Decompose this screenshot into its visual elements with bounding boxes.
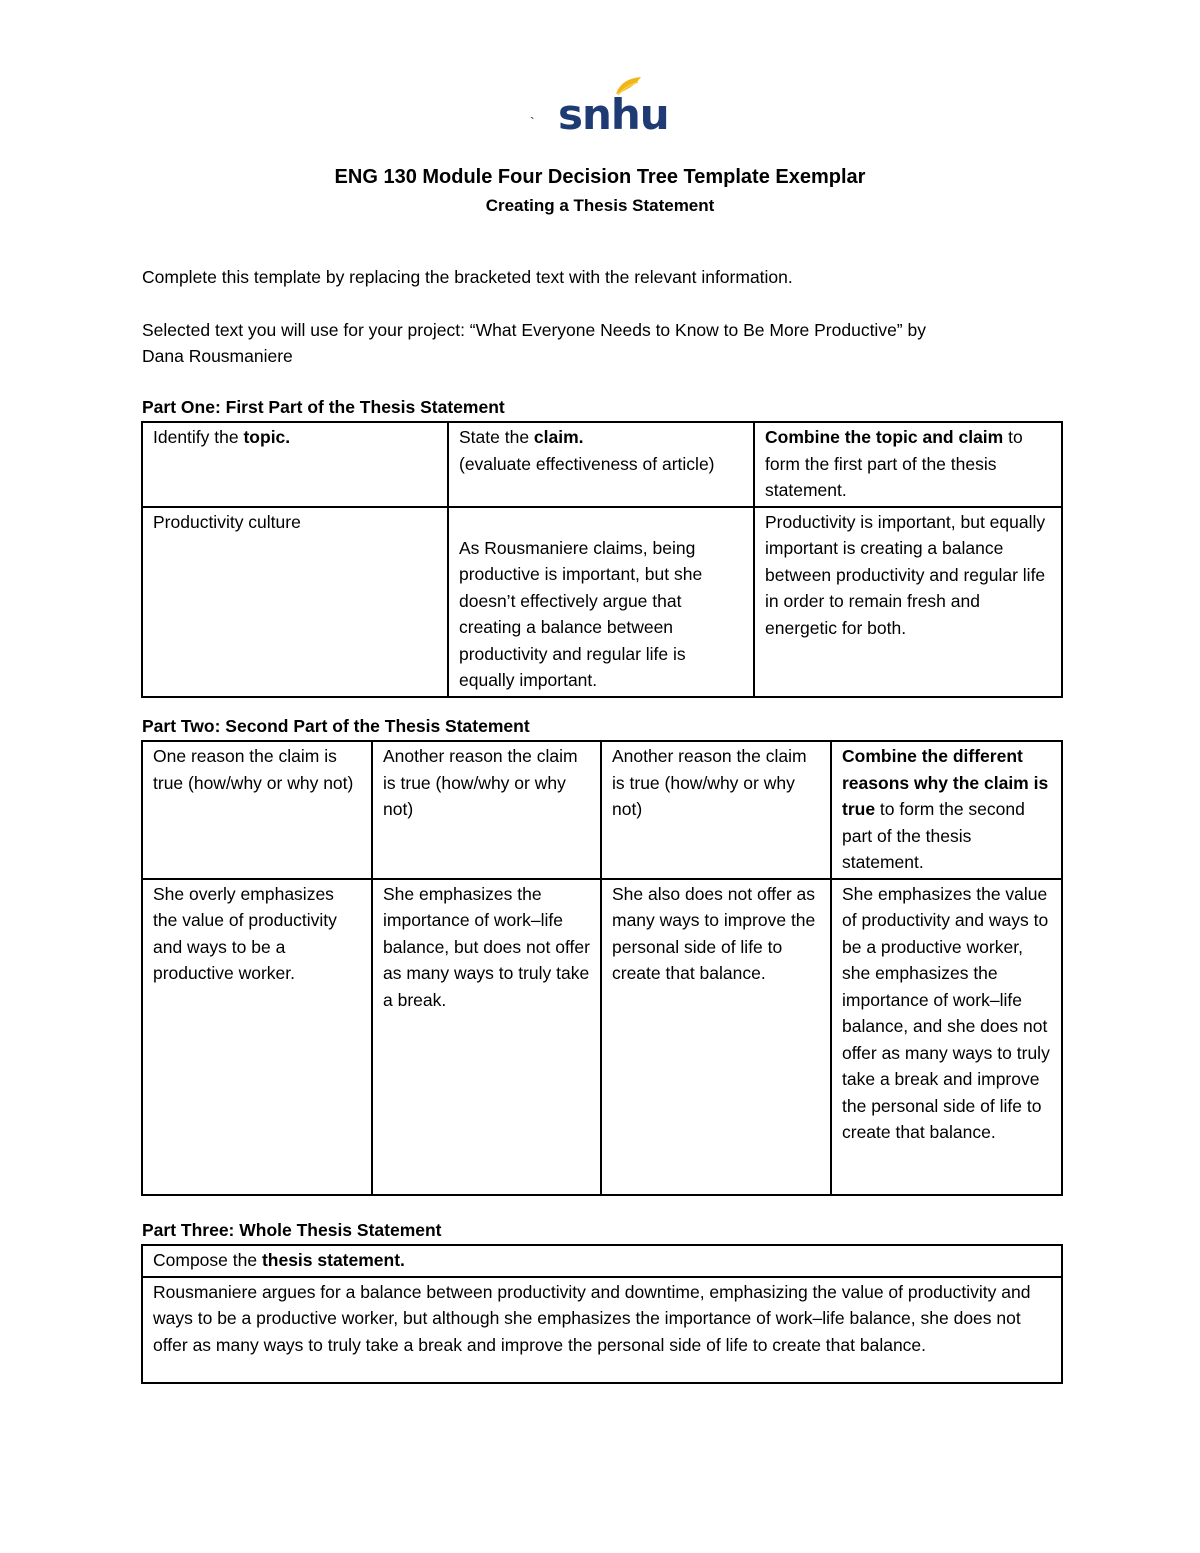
part-two-heading: Part Two: Second Part of the Thesis Statement xyxy=(142,716,530,736)
reason-cell: She also does not offer as many ways to improve the personal side of life to create that balance. xyxy=(601,879,831,1195)
table-row xyxy=(142,1277,1062,1383)
topic-cell: Productivity culture xyxy=(142,507,448,697)
table-row xyxy=(142,507,1062,697)
selected-text-line: Dana Rousmaniere xyxy=(142,346,293,366)
logo-text: snhu xyxy=(558,90,669,139)
reason-cell: She emphasizes the importance of work–life balance, but does not offer as many ways to truly take a break. xyxy=(372,879,601,1195)
table-header-cell: Another reason the claim is true (how/why or why not) xyxy=(372,741,601,879)
table-row xyxy=(142,879,1062,1195)
table-header-cell: Combine the different reasons why the claim is true to form the second part of the thesis statement. xyxy=(831,741,1062,879)
selected-text-line: Selected text you will use for your project: “What Everyone Needs to Know to Be More Productive” by xyxy=(142,320,926,340)
table-header-cell: One reason the claim is true (how/why or why not) xyxy=(142,741,372,879)
claim-cell: As Rousmaniere claims, being productive is important, but she doesn’t effectively argue that creating a balance between productivity and regular life is equally important. xyxy=(448,507,754,697)
part-two-table xyxy=(141,740,1063,1196)
table-header-cell: State the claim. (evaluate effectiveness of article) xyxy=(448,422,754,507)
table-header-cell: Identify the topic. xyxy=(142,422,448,507)
part-three-heading: Part Three: Whole Thesis Statement xyxy=(142,1220,442,1240)
part-three-table xyxy=(141,1244,1063,1384)
instructions-text: Complete this template by replacing the bracketed text with the relevant information. xyxy=(142,267,793,287)
logo-mark: ` xyxy=(530,114,535,130)
table-row xyxy=(142,741,1062,879)
document-subtitle: Creating a Thesis Statement xyxy=(485,196,715,215)
table-header-cell: Another reason the claim is true (how/why or why not) xyxy=(601,741,831,879)
combined-cell: She emphasizes the value of productivity and ways to be a productive worker, she emphasizes the importance of work–life balance, and she does not offer as many ways to truly take a break and improve the personal side of life to create that balance. xyxy=(831,879,1062,1195)
document-title: ENG 130 Module Four Decision Tree Template Exemplar xyxy=(334,166,866,188)
thesis-cell: Rousmaniere argues for a balance between productivity and downtime, emphasizing the value of productivity and ways to be a productive worker, but although she emphasizes the importance of work–life balance, she does not offer as many ways to truly take a break and improve the personal side of life to create that balance. xyxy=(142,1277,1062,1383)
table-header-cell: Compose the thesis statement. xyxy=(142,1245,1062,1277)
table-header-cell: Combine the topic and claim to form the first part of the thesis statement. xyxy=(754,422,1062,507)
part-one-table xyxy=(141,421,1063,698)
table-row xyxy=(142,422,1062,507)
reason-cell: She overly emphasizes the value of productivity and ways to be a productive worker. xyxy=(142,879,372,1195)
snhu-logo xyxy=(530,74,669,139)
combined-cell: Productivity is important, but equally important is creating a balance between productivity and regular life in order to remain fresh and energetic for both. xyxy=(754,507,1062,697)
part-one-heading: Part One: First Part of the Thesis Statement xyxy=(142,397,505,417)
table-row xyxy=(142,1245,1062,1277)
selected-text-paragraph xyxy=(142,317,1062,369)
